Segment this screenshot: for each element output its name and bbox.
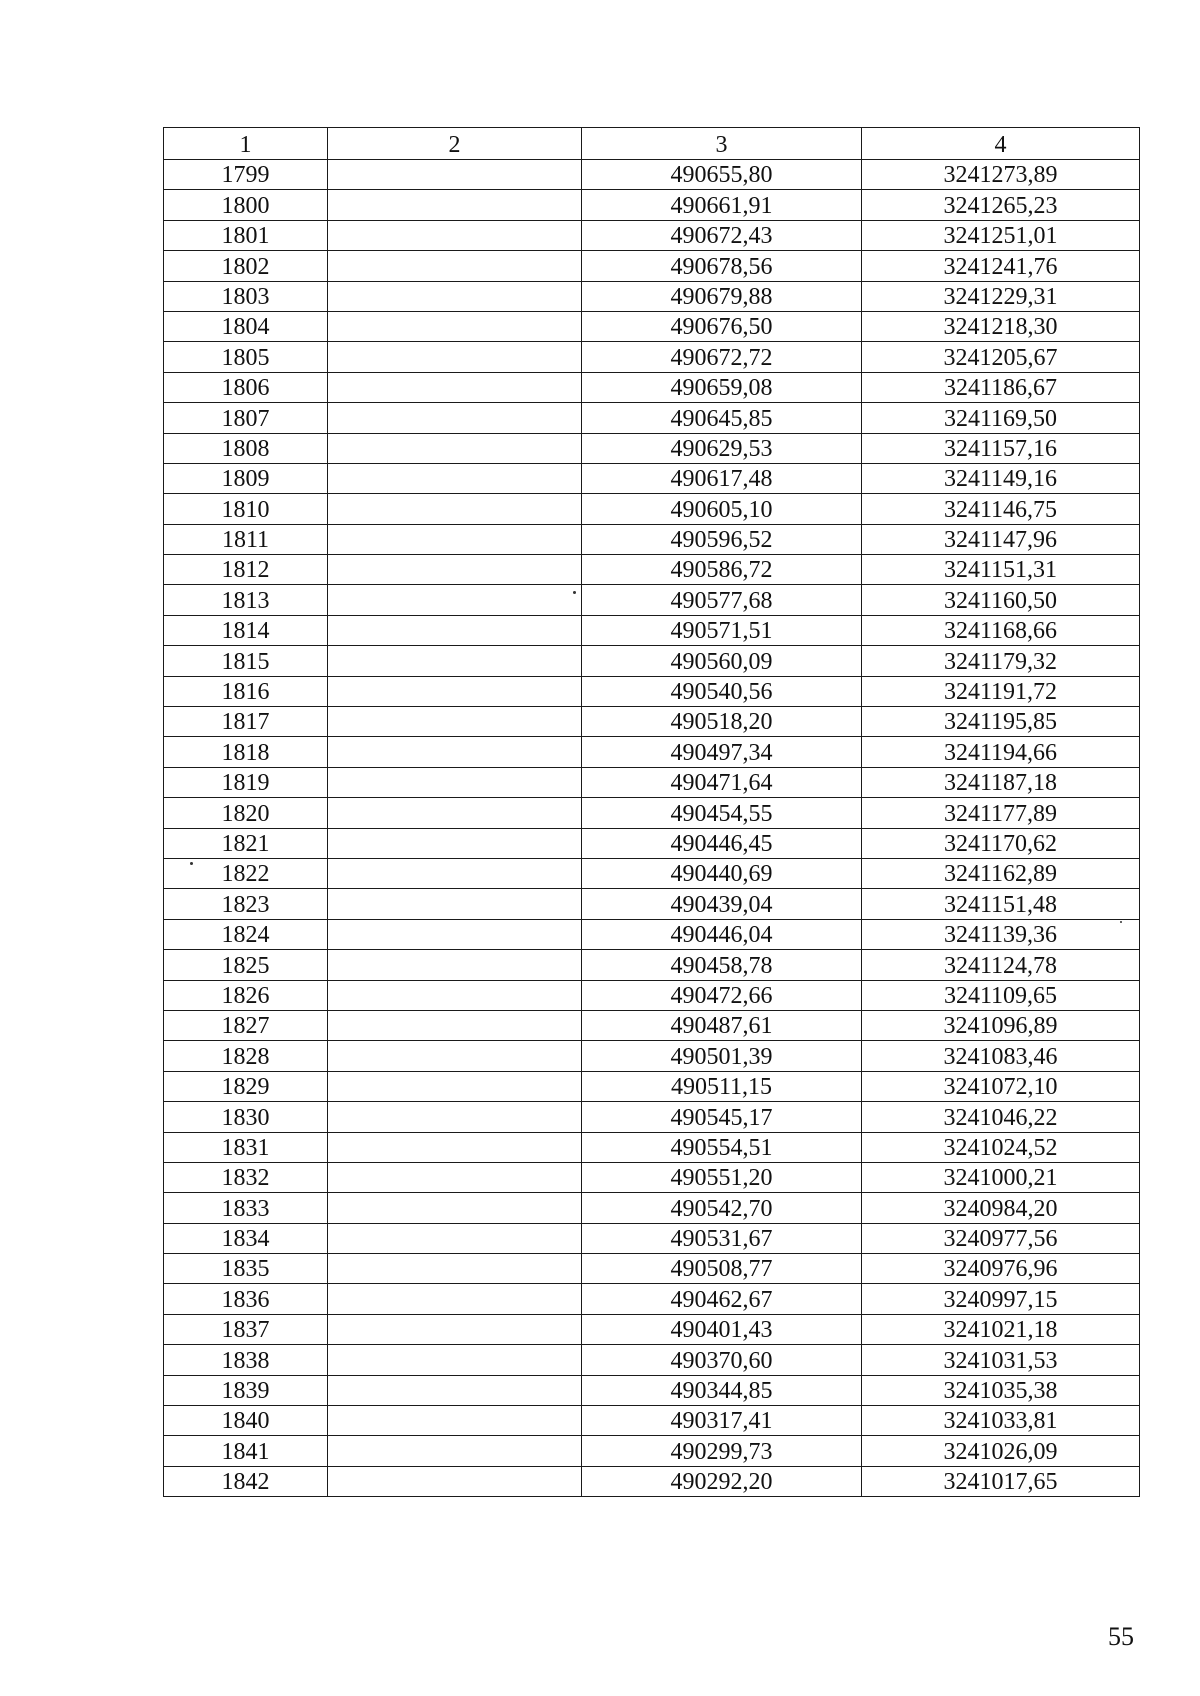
cell-column-2: [328, 676, 582, 706]
cell-x-coordinate: 490472,66: [582, 980, 862, 1010]
cell-point-number: 1806: [164, 372, 328, 402]
cell-column-2: [328, 494, 582, 524]
cell-column-2: [328, 707, 582, 737]
cell-column-2: [328, 858, 582, 888]
cell-y-coordinate: 3241179,32: [862, 646, 1140, 676]
cell-point-number: 1816: [164, 676, 328, 706]
cell-y-coordinate: 3241194,66: [862, 737, 1140, 767]
cell-column-2: [328, 950, 582, 980]
table-row: [164, 342, 1140, 372]
cell-point-number: 1834: [164, 1223, 328, 1253]
cell-column-2: [328, 919, 582, 949]
table-row: [164, 615, 1140, 645]
cell-point-number: 1821: [164, 828, 328, 858]
cell-x-coordinate: 490440,69: [582, 858, 862, 888]
cell-point-number: 1837: [164, 1314, 328, 1344]
cell-point-number: 1818: [164, 737, 328, 767]
table-row: [164, 433, 1140, 463]
cell-x-coordinate: 490672,72: [582, 342, 862, 372]
table-row: [164, 767, 1140, 797]
cell-y-coordinate: 3241169,50: [862, 403, 1140, 433]
cell-column-2: [328, 190, 582, 220]
cell-x-coordinate: 490605,10: [582, 494, 862, 524]
cell-y-coordinate: 3241000,21: [862, 1162, 1140, 1192]
cell-x-coordinate: 490676,50: [582, 311, 862, 341]
table-row: [164, 1193, 1140, 1223]
cell-y-coordinate: 3241177,89: [862, 798, 1140, 828]
cell-point-number: 1841: [164, 1436, 328, 1466]
cell-y-coordinate: 3241072,10: [862, 1071, 1140, 1101]
cell-x-coordinate: 490678,56: [582, 251, 862, 281]
cell-point-number: 1805: [164, 342, 328, 372]
cell-column-2: [328, 403, 582, 433]
cell-point-number: 1802: [164, 251, 328, 281]
cell-x-coordinate: 490471,64: [582, 767, 862, 797]
cell-column-2: [328, 615, 582, 645]
table-row: [164, 1132, 1140, 1162]
cell-y-coordinate: 3241124,78: [862, 950, 1140, 980]
cell-point-number: 1813: [164, 585, 328, 615]
cell-y-coordinate: 3241170,62: [862, 828, 1140, 858]
table-row: [164, 524, 1140, 554]
cell-point-number: 1840: [164, 1406, 328, 1436]
cell-y-coordinate: 3240984,20: [862, 1193, 1140, 1223]
cell-x-coordinate: 490551,20: [582, 1162, 862, 1192]
table-row: [164, 1254, 1140, 1284]
cell-y-coordinate: 3241031,53: [862, 1345, 1140, 1375]
table-row: [164, 1223, 1140, 1253]
cell-y-coordinate: 3241151,31: [862, 555, 1140, 585]
cell-column-2: [328, 889, 582, 919]
cell-x-coordinate: 490292,20: [582, 1466, 862, 1496]
table-row: [164, 1375, 1140, 1405]
cell-point-number: 1807: [164, 403, 328, 433]
table-row: [164, 1345, 1140, 1375]
cell-x-coordinate: 490545,17: [582, 1102, 862, 1132]
cell-y-coordinate: 3241149,16: [862, 463, 1140, 493]
cell-y-coordinate: 3241186,67: [862, 372, 1140, 402]
table-row: [164, 555, 1140, 585]
cell-column-2: [328, 1132, 582, 1162]
cell-point-number: 1825: [164, 950, 328, 980]
cell-x-coordinate: 490571,51: [582, 615, 862, 645]
cell-column-2: [328, 281, 582, 311]
cell-column-2: [328, 646, 582, 676]
cell-point-number: 1827: [164, 1010, 328, 1040]
cell-point-number: 1835: [164, 1254, 328, 1284]
cell-column-2: [328, 433, 582, 463]
column-header-4: 4: [862, 128, 1140, 160]
cell-y-coordinate: 3241017,65: [862, 1466, 1140, 1496]
table-row: [164, 980, 1140, 1010]
cell-column-2: [328, 1010, 582, 1040]
cell-x-coordinate: 490560,09: [582, 646, 862, 676]
cell-point-number: 1808: [164, 433, 328, 463]
table-row: [164, 1010, 1140, 1040]
cell-column-2: [328, 1071, 582, 1101]
cell-point-number: 1815: [164, 646, 328, 676]
cell-x-coordinate: 490317,41: [582, 1406, 862, 1436]
cell-column-2: [328, 585, 582, 615]
cell-x-coordinate: 490540,56: [582, 676, 862, 706]
cell-x-coordinate: 490501,39: [582, 1041, 862, 1071]
table-body: [164, 160, 1140, 1497]
cell-y-coordinate: 3241251,01: [862, 220, 1140, 250]
cell-column-2: [328, 524, 582, 554]
cell-y-coordinate: 3241157,16: [862, 433, 1140, 463]
scan-speck: [1120, 921, 1122, 923]
cell-x-coordinate: 490617,48: [582, 463, 862, 493]
cell-y-coordinate: 3240976,96: [862, 1254, 1140, 1284]
cell-y-coordinate: 3241109,65: [862, 980, 1140, 1010]
cell-column-2: [328, 160, 582, 190]
cell-y-coordinate: 3241024,52: [862, 1132, 1140, 1162]
page-number: 55: [1108, 1622, 1134, 1651]
cell-x-coordinate: 490370,60: [582, 1345, 862, 1375]
cell-point-number: 1842: [164, 1466, 328, 1496]
table-row: [164, 403, 1140, 433]
cell-point-number: 1804: [164, 311, 328, 341]
cell-point-number: 1838: [164, 1345, 328, 1375]
cell-column-2: [328, 737, 582, 767]
cell-x-coordinate: 490511,15: [582, 1071, 862, 1101]
cell-x-coordinate: 490458,78: [582, 950, 862, 980]
cell-x-coordinate: 490401,43: [582, 1314, 862, 1344]
cell-y-coordinate: 3241146,75: [862, 494, 1140, 524]
cell-column-2: [328, 1193, 582, 1223]
cell-point-number: 1820: [164, 798, 328, 828]
table-row: [164, 858, 1140, 888]
cell-point-number: 1824: [164, 919, 328, 949]
table-row: [164, 828, 1140, 858]
table-row: [164, 646, 1140, 676]
cell-column-2: [328, 251, 582, 281]
cell-x-coordinate: 490518,20: [582, 707, 862, 737]
table-row: [164, 1436, 1140, 1466]
cell-x-coordinate: 490508,77: [582, 1254, 862, 1284]
cell-y-coordinate: 3241218,30: [862, 311, 1140, 341]
table-row: [164, 737, 1140, 767]
cell-y-coordinate: 3241021,18: [862, 1314, 1140, 1344]
table-row: [164, 160, 1140, 190]
cell-x-coordinate: 490577,68: [582, 585, 862, 615]
cell-point-number: 1800: [164, 190, 328, 220]
cell-y-coordinate: 3241151,48: [862, 889, 1140, 919]
cell-point-number: 1817: [164, 707, 328, 737]
cell-point-number: 1832: [164, 1162, 328, 1192]
cell-y-coordinate: 3241139,36: [862, 919, 1140, 949]
cell-y-coordinate: 3241265,23: [862, 190, 1140, 220]
cell-y-coordinate: 3240997,15: [862, 1284, 1140, 1314]
table-header-row: [164, 128, 1140, 160]
table-row: [164, 494, 1140, 524]
coordinates-table: [163, 127, 1140, 1497]
cell-x-coordinate: 490659,08: [582, 372, 862, 402]
cell-y-coordinate: 3241033,81: [862, 1406, 1140, 1436]
scan-speck: [190, 862, 193, 865]
cell-x-coordinate: 490586,72: [582, 555, 862, 585]
table-row: [164, 1162, 1140, 1192]
cell-column-2: [328, 1345, 582, 1375]
cell-x-coordinate: 490629,53: [582, 433, 862, 463]
cell-x-coordinate: 490655,80: [582, 160, 862, 190]
cell-y-coordinate: 3241168,66: [862, 615, 1140, 645]
cell-column-2: [328, 1466, 582, 1496]
table-row: [164, 950, 1140, 980]
cell-point-number: 1831: [164, 1132, 328, 1162]
scan-speck: [573, 591, 576, 594]
cell-column-2: [328, 1375, 582, 1405]
cell-column-2: [328, 555, 582, 585]
cell-column-2: [328, 220, 582, 250]
table-row: [164, 1102, 1140, 1132]
cell-y-coordinate: 3241187,18: [862, 767, 1140, 797]
cell-column-2: [328, 1102, 582, 1132]
cell-column-2: [328, 1284, 582, 1314]
cell-y-coordinate: 3241241,76: [862, 251, 1140, 281]
cell-column-2: [328, 463, 582, 493]
table-row: [164, 1314, 1140, 1344]
table-row: [164, 1406, 1140, 1436]
cell-y-coordinate: 3241191,72: [862, 676, 1140, 706]
table-row: [164, 798, 1140, 828]
cell-column-2: [328, 798, 582, 828]
cell-column-2: [328, 311, 582, 341]
cell-column-2: [328, 1406, 582, 1436]
cell-x-coordinate: 490661,91: [582, 190, 862, 220]
cell-column-2: [328, 1254, 582, 1284]
cell-y-coordinate: 3241162,89: [862, 858, 1140, 888]
cell-column-2: [328, 372, 582, 402]
cell-y-coordinate: 3241229,31: [862, 281, 1140, 311]
cell-column-2: [328, 1314, 582, 1344]
cell-y-coordinate: 3241205,67: [862, 342, 1140, 372]
cell-column-2: [328, 980, 582, 1010]
cell-point-number: 1828: [164, 1041, 328, 1071]
table-row: [164, 281, 1140, 311]
cell-point-number: 1801: [164, 220, 328, 250]
cell-column-2: [328, 1223, 582, 1253]
column-header-2: 2: [328, 128, 582, 160]
cell-x-coordinate: 490446,04: [582, 919, 862, 949]
cell-x-coordinate: 490645,85: [582, 403, 862, 433]
cell-y-coordinate: 3241026,09: [862, 1436, 1140, 1466]
cell-point-number: 1823: [164, 889, 328, 919]
cell-x-coordinate: 490554,51: [582, 1132, 862, 1162]
cell-point-number: 1812: [164, 555, 328, 585]
cell-y-coordinate: 3241147,96: [862, 524, 1140, 554]
cell-point-number: 1809: [164, 463, 328, 493]
table-row: [164, 889, 1140, 919]
cell-x-coordinate: 490487,61: [582, 1010, 862, 1040]
cell-point-number: 1826: [164, 980, 328, 1010]
cell-x-coordinate: 490679,88: [582, 281, 862, 311]
cell-x-coordinate: 490596,52: [582, 524, 862, 554]
table-row: [164, 311, 1140, 341]
cell-x-coordinate: 490542,70: [582, 1193, 862, 1223]
cell-y-coordinate: 3241273,89: [862, 160, 1140, 190]
table-row: [164, 1466, 1140, 1496]
cell-x-coordinate: 490299,73: [582, 1436, 862, 1466]
cell-point-number: 1830: [164, 1102, 328, 1132]
table-row: [164, 676, 1140, 706]
table-row: [164, 585, 1140, 615]
cell-point-number: 1810: [164, 494, 328, 524]
cell-y-coordinate: 3241046,22: [862, 1102, 1140, 1132]
cell-point-number: 1799: [164, 160, 328, 190]
cell-y-coordinate: 3241096,89: [862, 1010, 1140, 1040]
table-row: [164, 1041, 1140, 1071]
table-row: [164, 919, 1140, 949]
table-row: [164, 190, 1140, 220]
cell-point-number: 1836: [164, 1284, 328, 1314]
column-header-3: 3: [582, 128, 862, 160]
cell-column-2: [328, 1041, 582, 1071]
column-header-1: 1: [164, 128, 328, 160]
cell-x-coordinate: 490672,43: [582, 220, 862, 250]
table-row: [164, 220, 1140, 250]
cell-x-coordinate: 490497,34: [582, 737, 862, 767]
cell-point-number: 1811: [164, 524, 328, 554]
cell-point-number: 1803: [164, 281, 328, 311]
cell-point-number: 1822: [164, 858, 328, 888]
cell-x-coordinate: 490454,55: [582, 798, 862, 828]
cell-point-number: 1819: [164, 767, 328, 797]
table-row: [164, 251, 1140, 281]
cell-column-2: [328, 828, 582, 858]
table-row: [164, 1071, 1140, 1101]
cell-y-coordinate: 3240977,56: [862, 1223, 1140, 1253]
cell-point-number: 1839: [164, 1375, 328, 1405]
cell-point-number: 1833: [164, 1193, 328, 1223]
cell-x-coordinate: 490531,67: [582, 1223, 862, 1253]
cell-y-coordinate: 3241083,46: [862, 1041, 1140, 1071]
cell-x-coordinate: 490344,85: [582, 1375, 862, 1405]
cell-column-2: [328, 1162, 582, 1192]
table-row: [164, 463, 1140, 493]
cell-point-number: 1814: [164, 615, 328, 645]
cell-y-coordinate: 3241160,50: [862, 585, 1140, 615]
cell-y-coordinate: 3241035,38: [862, 1375, 1140, 1405]
cell-column-2: [328, 1436, 582, 1466]
cell-y-coordinate: 3241195,85: [862, 707, 1140, 737]
cell-x-coordinate: 490446,45: [582, 828, 862, 858]
table-row: [164, 372, 1140, 402]
cell-column-2: [328, 342, 582, 372]
cell-column-2: [328, 767, 582, 797]
cell-x-coordinate: 490462,67: [582, 1284, 862, 1314]
cell-x-coordinate: 490439,04: [582, 889, 862, 919]
table-row: [164, 707, 1140, 737]
cell-point-number: 1829: [164, 1071, 328, 1101]
table-row: [164, 1284, 1140, 1314]
